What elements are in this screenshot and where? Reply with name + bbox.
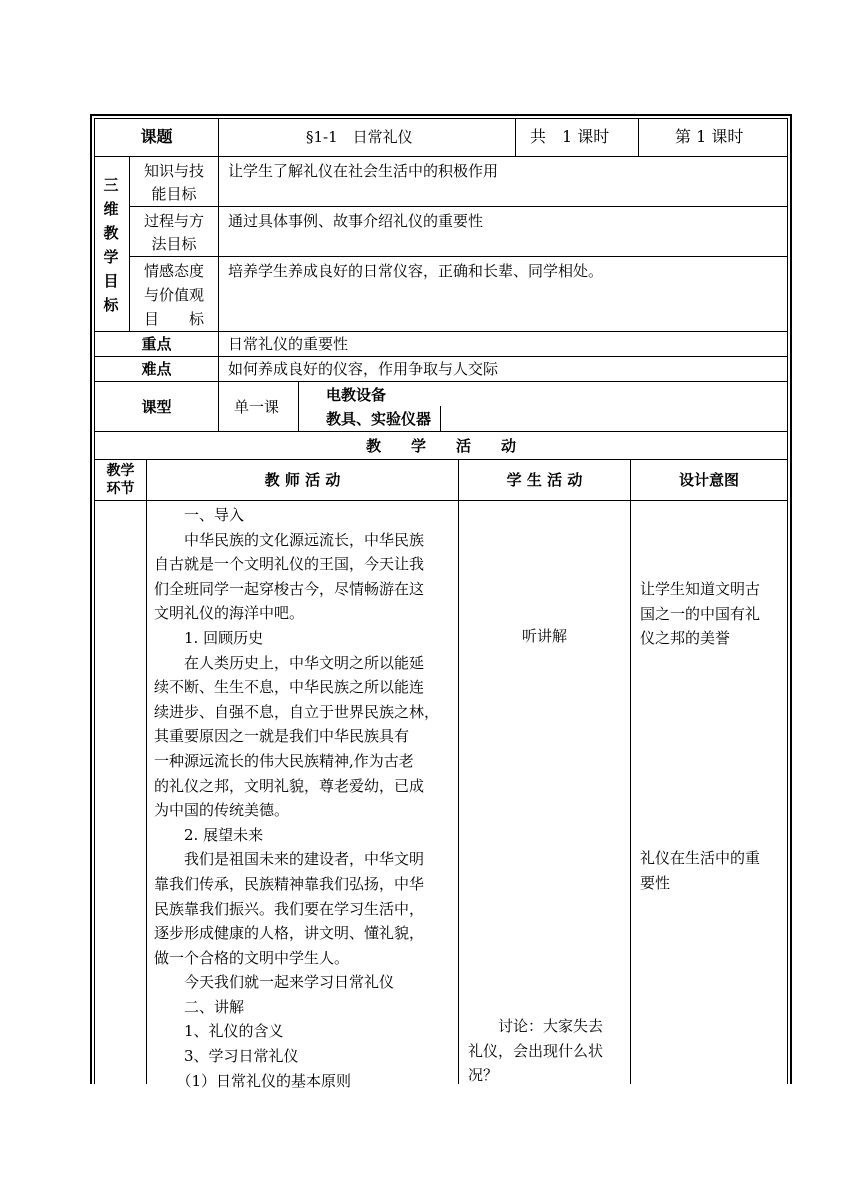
difficulty-value: 如何养成良好的仪容，作用争取与人交际 <box>228 360 499 378</box>
design-line: 礼仪在生活中的重 <box>640 849 761 867</box>
key-point-value: 日常礼仪的重要性 <box>228 335 349 353</box>
teacher-line: 今天我们就一起来学习日常礼仪 <box>154 973 395 992</box>
teacher-line: 中华民族的文化源远流长，中华民族 <box>154 530 425 549</box>
objectives-char: 标 <box>103 296 119 314</box>
teacher-activity-text <box>154 503 454 1093</box>
total-lessons: 共 1 课时 <box>530 127 610 146</box>
attitude-label-line3: 目 标 <box>143 310 204 328</box>
objectives-char: 三 <box>103 176 119 194</box>
student-discuss-line: 况？ <box>468 1066 499 1085</box>
objectives-char: 教 <box>103 224 119 242</box>
knowledge-label-line1: 知识与技 <box>143 162 204 180</box>
teacher-line: 3、学习日常礼仪 <box>154 1047 299 1066</box>
teacher-line: 做一个合格的文明中学生人。 <box>154 948 350 967</box>
attitude-objective: 培养学生养成良好的日常仪容，正确和长辈、同学相处。 <box>228 262 604 280</box>
design-line: 国之一的中国有礼 <box>640 604 761 623</box>
student-discuss <box>468 1014 628 1088</box>
activities-section-title: 教 学 活 动 <box>365 437 516 455</box>
design-intent-2 <box>640 846 786 895</box>
teacher-line: 的礼仪之邦，文明礼貌，尊老爱幼，已成 <box>154 776 425 795</box>
teacher-line: （1）日常礼仪的基本原则 <box>154 1071 352 1090</box>
objectives-char: 维 <box>103 200 119 218</box>
teacher-line: 一种源远流长的伟大民族精神,作为古老 <box>154 751 414 770</box>
teacher-line: 我们是祖国未来的建设者，中华文明 <box>154 850 425 869</box>
student-listen: 听讲解 <box>521 627 567 645</box>
process-label-line2: 法目标 <box>151 235 197 253</box>
teacher-line: 自古就是一个文明礼仪的王国，今天让我 <box>154 555 425 574</box>
col-stage-line1: 教学 <box>106 463 135 479</box>
teacher-line: 在人类历史上，中华文明之所以能延 <box>154 653 425 672</box>
teacher-line: 二、讲解 <box>154 997 245 1016</box>
student-discuss-line: 讨论：大家失去 <box>468 1017 604 1035</box>
teacher-line: 文明礼仪的海洋中吧。 <box>154 604 305 623</box>
teacher-line: 们全班同学一起穿梭古今，尽情畅游在这 <box>154 579 425 598</box>
equipment-label: 电教设备 <box>326 386 387 404</box>
current-lesson: 第 1 课时 <box>675 127 744 146</box>
student-discuss-line: 礼仪，会出现什么状 <box>468 1041 604 1060</box>
col-design-header: 设计意图 <box>678 471 739 489</box>
col-stage-line2: 环节 <box>106 481 135 497</box>
key-point-label: 重点 <box>141 335 172 353</box>
teacher-line: 续不断、生生不息，中华民族之所以能连 <box>154 678 425 697</box>
topic-label: 课题 <box>140 127 173 146</box>
teacher-line: 一、导入 <box>154 506 245 524</box>
teacher-line: 为中国的传统美德。 <box>154 801 290 820</box>
teacher-line: 1. 回顾历史 <box>154 628 264 647</box>
attitude-label-line1: 情感态度 <box>143 262 204 280</box>
attitude-label-line2: 与价值观 <box>143 286 204 304</box>
teacher-line: 2. 展望未来 <box>154 825 264 844</box>
teacher-line: 续进步、自强不息，自立于世界民族之林， <box>154 702 440 721</box>
col-teacher-header: 教 师 活 动 <box>264 471 341 489</box>
topic-value: §1-1 日常礼仪 <box>306 128 413 146</box>
equipment-tools-label: 教具、实验仪器 <box>326 410 432 428</box>
teacher-line: 民族靠我们振兴。我们要在学习生活中， <box>154 899 425 918</box>
design-line: 让学生知道文明古 <box>640 580 761 598</box>
teacher-line: 其重要原因之一就是我们中华民族具有 <box>154 727 410 746</box>
design-line: 要性 <box>640 873 671 892</box>
col-student-header: 学 生 活 动 <box>506 471 583 489</box>
knowledge-label-line2: 能目标 <box>151 185 197 203</box>
knowledge-objective: 让学生了解礼仪在社会生活中的积极作用 <box>228 162 499 180</box>
lesson-type-label: 课型 <box>141 398 172 416</box>
objectives-char: 学 <box>103 248 119 266</box>
process-label-line1: 过程与方 <box>143 212 204 230</box>
teacher-line: 靠我们传承，民族精神靠我们弘扬，中华 <box>154 874 425 893</box>
teacher-line: 1、礼仪的含义 <box>154 1022 284 1041</box>
objectives-char: 目 <box>103 272 119 290</box>
design-intent-1 <box>640 577 786 651</box>
teacher-line: 逐步形成健康的人格，讲文明、懂礼貌， <box>154 924 425 943</box>
lesson-type-value: 单一课 <box>234 398 280 416</box>
design-line: 仪之邦的美誉 <box>640 629 731 648</box>
difficulty-label: 难点 <box>141 360 172 378</box>
process-objective: 通过具体事例、故事介绍礼仪的重要性 <box>228 212 484 230</box>
